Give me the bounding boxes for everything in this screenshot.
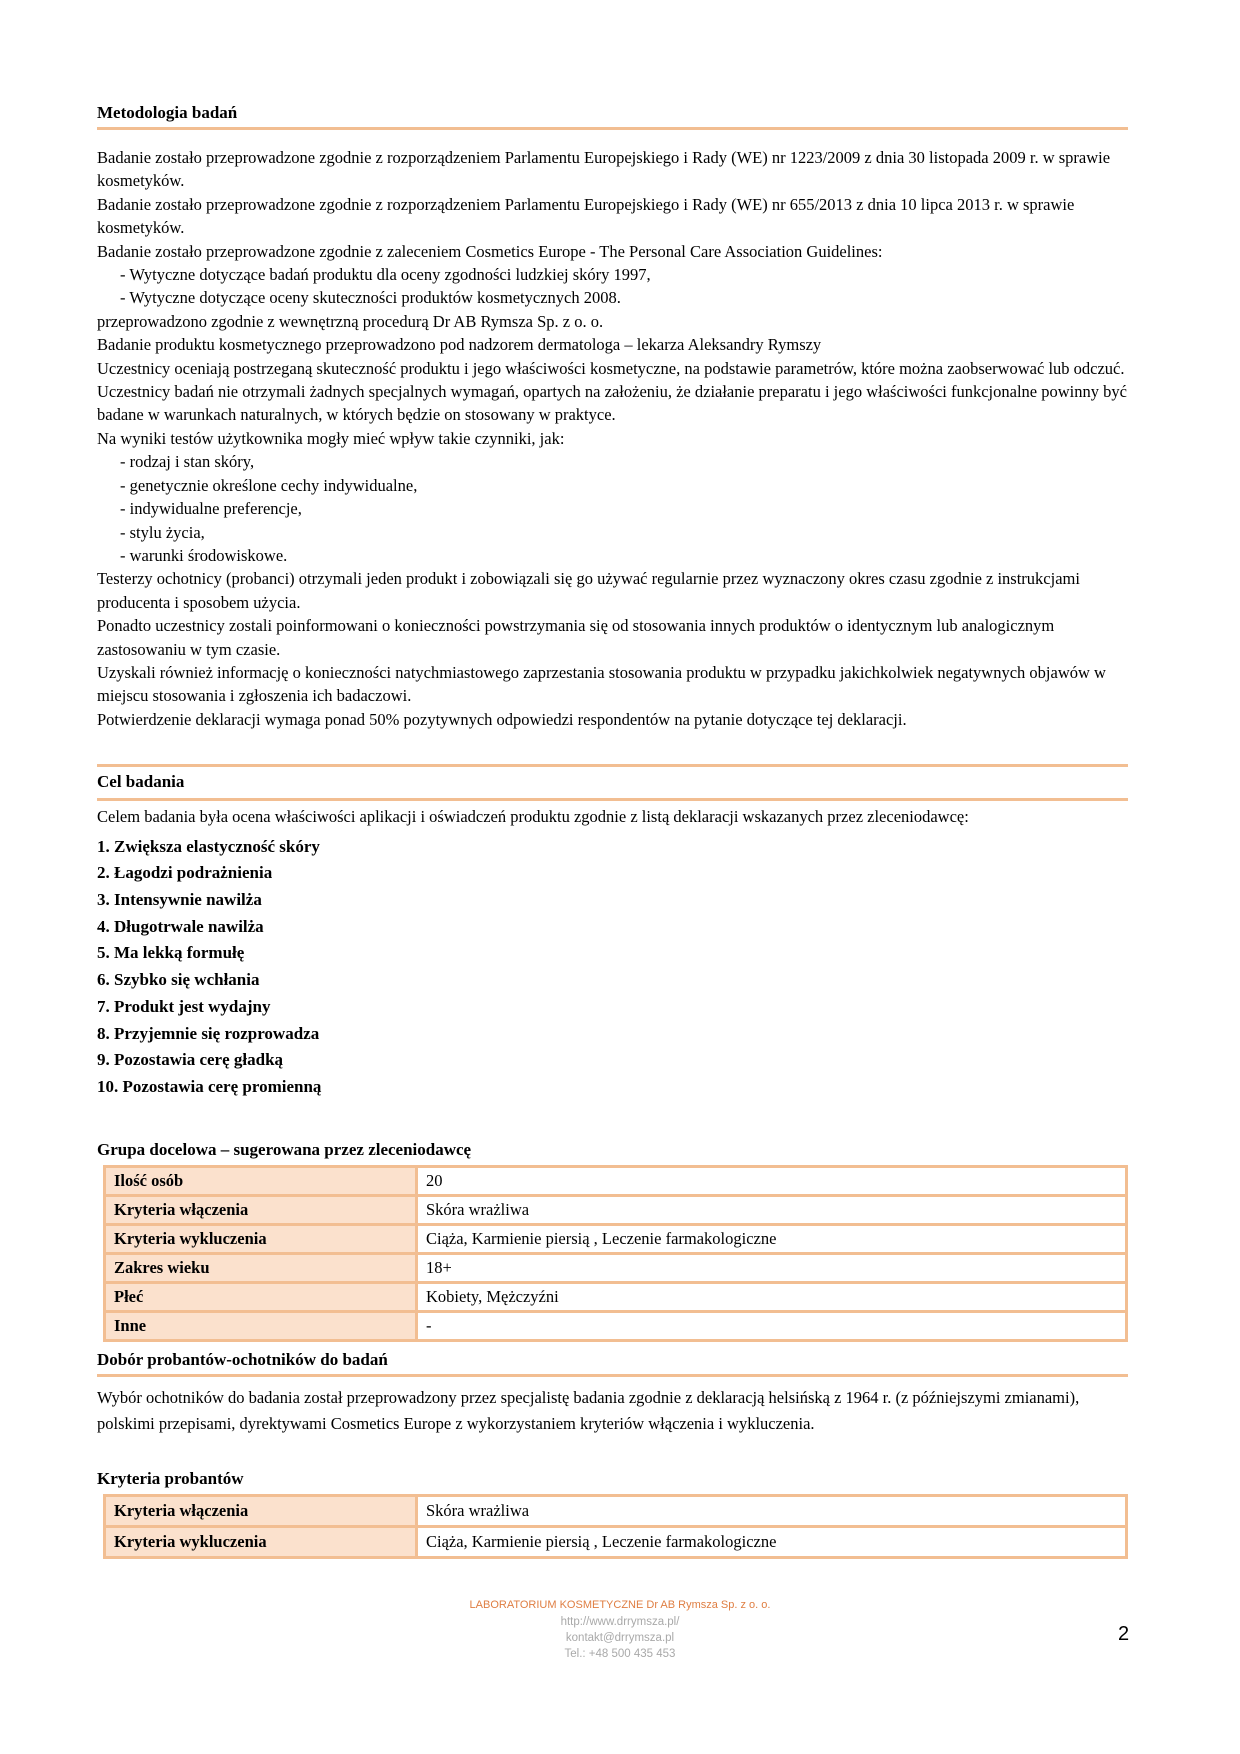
row-value: - <box>417 1311 1127 1340</box>
table-row <box>105 1166 1127 1195</box>
methodology-paragraph: Potwierdzenie deklaracji wymaga ponad 50% pozytywnych odpowiedzi respondentów na pytanie dotyczące tej deklaracji. <box>97 709 907 729</box>
claim-item: 10. Pozostawia cerę promienną <box>97 1076 322 1096</box>
row-label: Kryteria wykluczenia <box>105 1526 417 1557</box>
section-title-metodologia: Metodologia badań <box>97 100 1128 130</box>
methodology-paragraph: Uzyskali również informację o konieczności natychmiastowego zaprzestania stosowania produktu w przypadku jakichkolwiek negatywnych objawów w miejscu stosowania i zgłoszenia ich badaczowi. <box>97 662 1106 706</box>
row-value: Skóra wrażliwa <box>417 1495 1127 1526</box>
methodology-paragraph: Badanie zostało przeprowadzone zgodnie z zaleceniem Cosmetics Europe - The Personal Care Association Guidelines: <box>97 241 883 261</box>
claim-item: 8. Przyjemnie się rozprowadza <box>97 1023 320 1043</box>
table-row <box>105 1224 1127 1253</box>
table-row <box>105 1311 1127 1340</box>
row-value: Ciąża, Karmienie piersią , Leczenie farmakologiczne <box>417 1224 1127 1253</box>
row-value: Kobiety, Mężczyźni <box>417 1282 1127 1311</box>
row-label: Zakres wieku <box>105 1253 417 1282</box>
footer-phone: Tel.: +48 500 435 453 <box>564 1648 676 1661</box>
goal-intro-paragraph: Celem badania była ocena właściwości aplikacji i oświadczeń produktu zgodnie z listą deklaracji wskazanych przez zleceniodawcę: <box>97 807 969 827</box>
methodology-paragraph: Uczestnicy oceniają postrzeganą skuteczność produktu i jego właściwości kosmetyczne, na podstawie parametrów, które można zaobserwować lub odczuć. <box>97 358 1125 378</box>
methodology-paragraph: Badanie zostało przeprowadzone zgodnie z rozporządzeniem Parlamentu Europejskiego i Rady (WE) nr 655/2013 z dnia 10 lipca 2013 r. w sprawie kosmetyków. <box>97 194 1075 238</box>
methodology-paragraph: Na wyniki testów użytkownika mogły mieć wpływ takie czynniki, jak: <box>97 428 565 448</box>
footer-website: http://www.drrymsza.pl/ <box>560 1615 680 1628</box>
methodology-paragraph: Uczestnicy badań nie otrzymali żadnych specjalnych wymagań, opartych na założeniu, że działanie preparatu i jego właściwości funkcjonalne powinny być badane w warunkach naturalnych, w których będzie on stosowany w praktyce. <box>97 382 1127 425</box>
methodology-paragraph: - rodzaj i stan skóry, <box>120 452 255 472</box>
section-title-dobor-probantow: Dobór probantów-ochotników do badań <box>97 1347 1128 1377</box>
page-number: 2 <box>1118 1623 1130 1645</box>
methodology-paragraph: - genetycznie określone cechy indywidualne, <box>120 475 418 495</box>
row-label: Płeć <box>105 1282 417 1311</box>
methodology-paragraph: Testerzy ochotnicy (probanci) otrzymali jeden produkt i zobowiązali się go używać regularnie przez wyznaczony okres czasu zgodnie z instrukcjami producenta i sposobem użycia. <box>97 569 1080 612</box>
table-row <box>105 1282 1127 1311</box>
footer-company-name: LABORATORIUM KOSMETYCZNE Dr AB Rymsza Sp. z o. o. <box>469 1599 771 1611</box>
proband-criteria-table <box>103 1494 1128 1559</box>
row-value: Ciąża, Karmienie piersią , Leczenie farmakologiczne <box>417 1526 1127 1557</box>
claim-item: 4. Długotrwale nawilża <box>97 916 264 936</box>
section-title-cel-badania-block <box>97 764 1128 801</box>
claims-list <box>97 834 1128 1101</box>
claim-item: 2. Łagodzi podrażnienia <box>97 863 273 883</box>
methodology-paragraphs <box>97 146 1128 731</box>
row-value: Skóra wrażliwa <box>417 1195 1127 1224</box>
section-title-grupa-docelowa: Grupa docelowa – sugerowana przez zleceniodawcę <box>97 1139 472 1159</box>
methodology-paragraph: przeprowadzono zgodnie z wewnętrzną procedurą Dr AB Rymsza Sp. z o. o. <box>97 311 604 331</box>
footer-email: kontakt@drrymsza.pl <box>565 1631 675 1644</box>
row-value: 18+ <box>417 1253 1127 1282</box>
selection-paragraph: Wybór ochotników do badania został przeprowadzony przez specjalistę badania zgodnie z deklaracją helsińską z 1964 r. (z późniejszymi zmianami), polskimi przepisami, dyrektywami Cosmetics Europe z wykorzystaniem kryteriów włączenia i wykluczenia. <box>97 1387 1080 1433</box>
row-value: 20 <box>417 1166 1127 1195</box>
row-label: Kryteria włączenia <box>105 1195 417 1224</box>
claim-item: 6. Szybko się wchłania <box>97 970 260 990</box>
methodology-paragraph: Badanie zostało przeprowadzone zgodnie z rozporządzeniem Parlamentu Europejskiego i Rady (WE) nr 1223/2009 z dnia 30 listopada 2009 r. w sprawie kosmetyków. <box>97 148 1111 191</box>
methodology-paragraph: - stylu życia, <box>120 522 205 542</box>
claim-item: 5. Ma lekką formułę <box>97 943 245 963</box>
table-row <box>105 1526 1127 1557</box>
methodology-paragraph: - Wytyczne dotyczące badań produktu dla oceny zgodności ludzkiej skóry 1997, <box>120 265 651 285</box>
table-row <box>105 1195 1127 1224</box>
table-row <box>105 1253 1127 1282</box>
claim-item: 7. Produkt jest wydajny <box>97 996 271 1016</box>
row-label: Kryteria wykluczenia <box>105 1224 417 1253</box>
methodology-paragraph: Ponadto uczestnicy zostali poinformowani o konieczności powstrzymania się od stosowania innych produktów o identycznym lub analogicznym zastosowaniu w tym czasie. <box>97 616 1055 659</box>
methodology-paragraph: - warunki środowiskowe. <box>120 545 288 565</box>
claim-item: 3. Intensywnie nawilża <box>97 890 262 910</box>
methodology-paragraph: Badanie produktu kosmetycznego przeprowadzono pod nadzorem dermatologa – lekarza Aleksandry Rymszy <box>97 335 822 355</box>
row-label: Kryteria włączenia <box>105 1495 417 1526</box>
row-label: Ilość osób <box>105 1166 417 1195</box>
claim-item: 1. Zwiększa elastyczność skóry <box>97 836 320 856</box>
target-group-table <box>103 1165 1128 1342</box>
footer-watermark <box>0 1597 1240 1662</box>
page-content <box>97 100 1128 1559</box>
section-title-cel-badania: Cel badania <box>97 772 185 792</box>
methodology-paragraph: - indywidualne preferencje, <box>120 499 302 519</box>
table-row <box>105 1495 1127 1526</box>
section-title-kryteria-probantow: Kryteria probantów <box>97 1468 244 1488</box>
claim-item: 9. Pozostawia cerę gładką <box>97 1050 284 1070</box>
row-label: Inne <box>105 1311 417 1340</box>
methodology-paragraph: - Wytyczne dotyczące oceny skuteczności produktów kosmetycznych 2008. <box>120 288 621 308</box>
